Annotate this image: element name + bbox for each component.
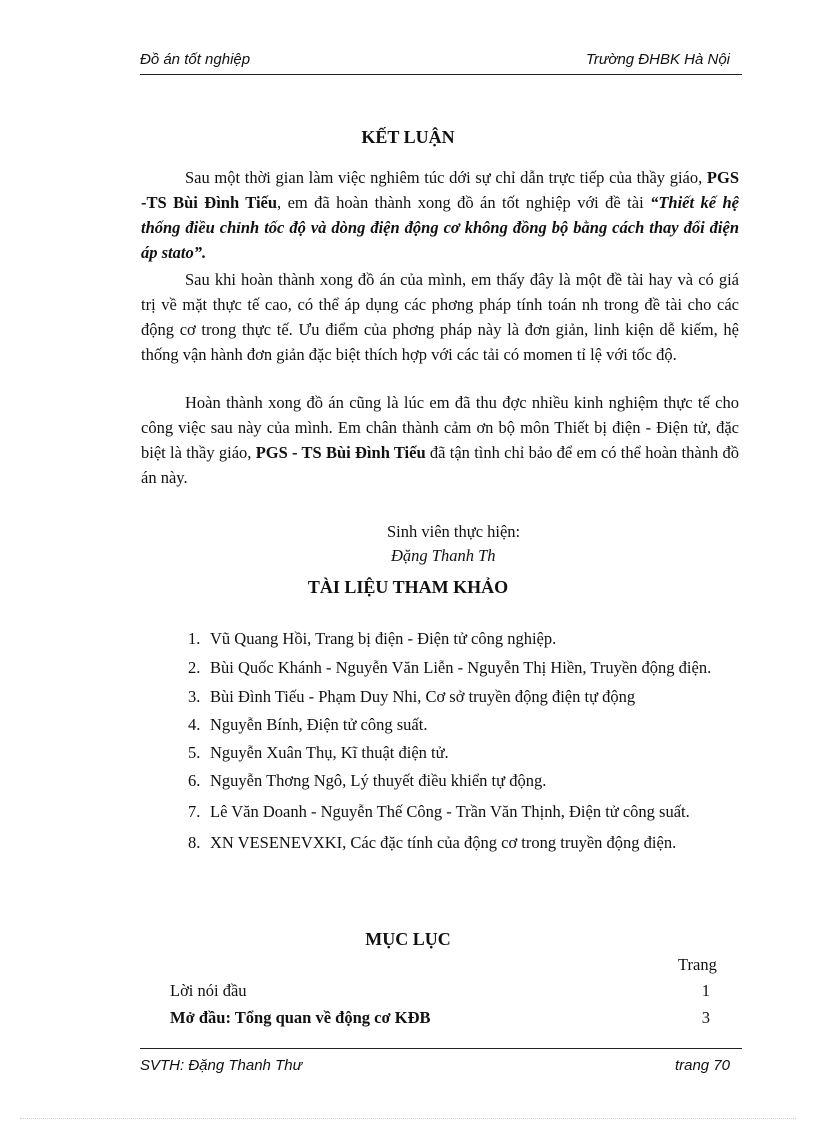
- conclusion-title: KẾT LUẬN: [361, 127, 455, 147]
- toc-page-header: Trang: [678, 955, 717, 974]
- conclusion-paragraph-1: Sau một thời gian làm việc nghiêm túc dới sự chỉ dẫn trực tiếp của thầy giáo, PGS -TS Bùi Đình Tiếu, em đã hoàn thành xong đồ án tốt nghiệp với đề tài “Thiết kế hệ thống điều chỉnh tốc độ và dòng điện động cơ không đồng bộ bằng cách thay đổi điện áp stato”.: [141, 168, 739, 262]
- reference-item: 6. Nguyễn Thơng Ngô, Lý thuyết điều khiển tự động.: [188, 771, 547, 790]
- reference-item: 5. Nguyễn Xuân Thụ, Kĩ thuật điện tử.: [188, 743, 449, 762]
- header-university: Trường ĐHBK Hà Nội: [585, 51, 730, 68]
- toc-row-page: 3: [701, 1008, 710, 1027]
- footer-rule: [140, 1048, 742, 1049]
- references-title: TÀI LIỆU THAM KHẢO: [307, 577, 509, 597]
- reference-item: 1. Vũ Quang Hồi, Trang bị điện - Điện tử công nghiệp.: [188, 629, 557, 648]
- conclusion-paragraph-3: Hoàn thành xong đồ án cũng là lúc em đã thu đợc nhiều kinh nghiệm thực tế cho công việc sau này của mình. Em chân thành cảm ơn bộ môn Thiết bị điện - Điện tử, đặc biệt là thầy giáo, PGS - TS Bùi Đình Tiếu đã tận tình chỉ bảo để em có thể hoàn thành đồ án này.: [141, 393, 739, 487]
- page-bottom-divider: [20, 1118, 796, 1119]
- advisor-name: PGS -TS Bùi Đình Tiếu: [141, 168, 739, 212]
- toc-row: [170, 981, 722, 1001]
- reference-item: 2. Bùi Quốc Khánh - Nguyễn Văn Liễn - Nguyễn Thị Hiền, Truyền động điện.: [188, 658, 712, 677]
- page-header: [140, 49, 730, 71]
- reference-item: 8. XN VESENEVXKI, Các đặc tính của động cơ trong truyền động điện.: [188, 833, 677, 852]
- advisor-name: PGS - TS Bùi Đình Tiếu: [255, 443, 426, 462]
- references-list: [170, 626, 740, 856]
- reference-item: 3. Bùi Đình Tiếu - Phạm Duy Nhi, Cơ sở truyền động điện tự động: [188, 687, 636, 706]
- header-thesis-label: Đồ án tốt nghiệp: [140, 51, 251, 68]
- toc-row-page: 1: [701, 981, 710, 1000]
- signature-name: Đặng Thanh Th: [391, 546, 496, 565]
- header-rule: [140, 74, 742, 75]
- toc-title: MỤC LỤC: [365, 929, 451, 949]
- toc-row: [170, 1008, 722, 1028]
- footer-page-number: trang 70: [674, 1057, 730, 1074]
- conclusion-paragraph-2: Sau khi hoàn thành xong đồ án của mình, em thấy đây là một đề tài hay và có giá trị về mặt thực tế cao, có thể áp dụng các phơng pháp tính toán nh trong đề tài cho các động cơ trong thực tế. Ưu điểm của phơng pháp này là đơn giản, linh kiện dễ kiếm, hệ thống vận hành đơn giản đặc biệt thích hợp với các tải có momen tỉ lệ với tốc độ.: [141, 270, 739, 364]
- reference-item: 4. Nguyễn Bính, Điện tử công suất.: [188, 715, 428, 734]
- footer-student: SVTH: Đặng Thanh Thư: [140, 1057, 303, 1074]
- toc-row-label: Lời nói đầu: [170, 981, 247, 1000]
- reference-item: 7. Lê Văn Doanh - Nguyễn Thế Công - Trần Văn Thịnh, Điện tử công suất.: [188, 802, 690, 821]
- signature-label: Sinh viên thực hiện:: [387, 522, 521, 541]
- page-footer: [140, 1057, 730, 1079]
- thesis-topic: “Thiết kế hệ thống điều chỉnh tốc độ và dòng điện động cơ không đồng bộ bằng cách thay đổi điện áp stato”.: [141, 193, 739, 262]
- toc-row-label: Mở đầu: Tổng quan về động cơ KĐB: [170, 1008, 431, 1027]
